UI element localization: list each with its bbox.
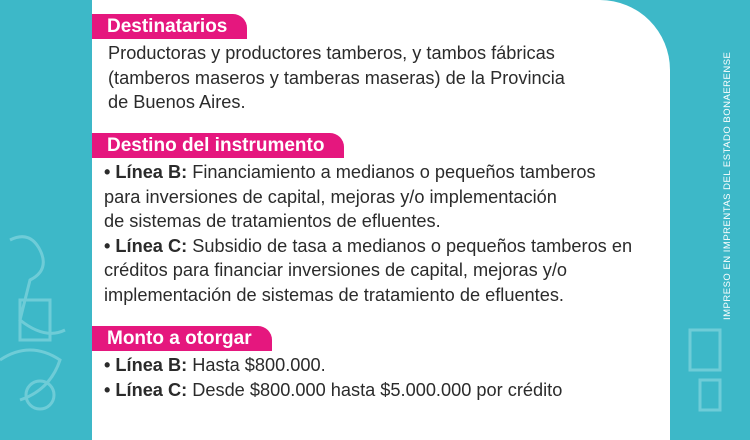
- text-line: de sistemas de tratamientos de efluentes.: [104, 211, 441, 231]
- text-line: (tamberos maseros y tamberas maseras) de la Provincia: [108, 67, 565, 88]
- section-destinatarios: [92, 14, 670, 115]
- section-monto: [92, 326, 670, 402]
- imprint-note: IMPRESO EN IMPRENTAS DEL ESTADO BONAERENSE: [722, 51, 733, 320]
- bullet-text: Hasta $800.000.: [187, 355, 326, 375]
- text-line: para inversiones de capital, mejoras y/o implementación: [104, 186, 557, 207]
- bullet-prefix: • Línea B:: [104, 162, 188, 182]
- text-line: de Buenos Aires.: [108, 92, 246, 112]
- section-body: [104, 160, 670, 307]
- section-label: Destinatarios: [92, 14, 247, 39]
- bullet-text: Desde $800.000 hasta $5.000.000 por crédito: [187, 379, 563, 400]
- info-card: [92, 0, 670, 440]
- text-line: implementación de sistemas de tratamiento de efluentes.: [104, 284, 564, 305]
- bullet-line-b: [104, 353, 670, 378]
- text-line: Productoras y productores tamberos, y tambos fábricas: [108, 43, 555, 63]
- section-body: [104, 353, 670, 402]
- section-label: Monto a otorgar: [92, 326, 272, 351]
- text-line: créditos para financiar inversiones de capital, mejoras y/o: [104, 260, 567, 280]
- bullet-line-c: [104, 378, 670, 403]
- bullet-prefix: • Línea C:: [104, 379, 188, 400]
- bullet-line-b: [104, 160, 670, 185]
- bullet-prefix: • Línea B:: [104, 355, 188, 375]
- section-label: Destino del instrumento: [92, 133, 344, 158]
- bullet-line-c: [104, 234, 670, 259]
- section-body: [108, 41, 670, 115]
- section-destino: [92, 133, 670, 307]
- bullet-text: Subsidio de tasa a medianos o pequeños tamberos en: [187, 235, 633, 256]
- bullet-prefix: • Línea C:: [104, 235, 188, 256]
- bullet-text: Financiamiento a medianos o pequeños tamberos: [187, 162, 596, 182]
